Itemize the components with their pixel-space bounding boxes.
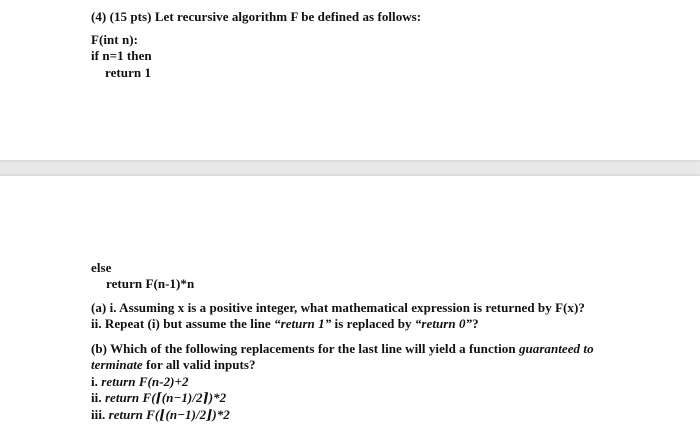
part-a-ii-text-mid: is replaced by <box>331 316 415 331</box>
code-return-recursive-line: return F(n-1)*n <box>106 276 195 291</box>
code-if-line: if n=1 then <box>91 48 152 63</box>
part-a-ii-quote-return-1: “return 1” <box>274 316 332 331</box>
part-b-question-line2 <box>91 358 256 371</box>
option-i-number: i. <box>91 374 102 389</box>
part-a-ii-text-start: ii. Repeat (i) but assume the line <box>91 316 275 331</box>
option-ii-number: ii. <box>91 390 105 405</box>
part-a-ii-text-end: ? <box>472 316 479 331</box>
question-header: (4) (15 pts) Let recursive algorithm F be defined as follows: <box>91 9 422 24</box>
code-return-1-line: return 1 <box>105 65 152 80</box>
part-b-text-end: for all valid inputs? <box>142 357 256 372</box>
part-b-guaranteed: guaranteed to <box>518 341 594 356</box>
option-ii <box>91 391 226 404</box>
document-page-bottom <box>0 176 700 433</box>
part-b-question-line1 <box>91 342 594 355</box>
option-iii-code: return F(⌊(n−1)/2⌋)*2 <box>108 407 230 422</box>
document-page-top <box>0 0 700 160</box>
code-else-line: else <box>91 260 112 275</box>
part-a-i-question: (a) i. Assuming x is a positive integer, what mathematical expression is returned by F(x)? <box>91 300 585 315</box>
code-signature: F(int n): <box>91 32 139 47</box>
part-b-terminate: terminate <box>91 357 143 372</box>
part-a-ii-quote-return-0: “return 0” <box>414 316 473 331</box>
option-iii <box>91 408 230 421</box>
option-i-code: return F(n-2)+2 <box>101 374 189 389</box>
option-i <box>91 375 189 388</box>
option-iii-number: iii. <box>91 407 109 422</box>
part-a-ii-question <box>91 317 479 330</box>
part-b-text-start: (b) Which of the following replacements for the last line will yield a function <box>91 341 519 356</box>
option-ii-code: return F(⌈(n−1)/2⌉)*2 <box>104 390 227 405</box>
